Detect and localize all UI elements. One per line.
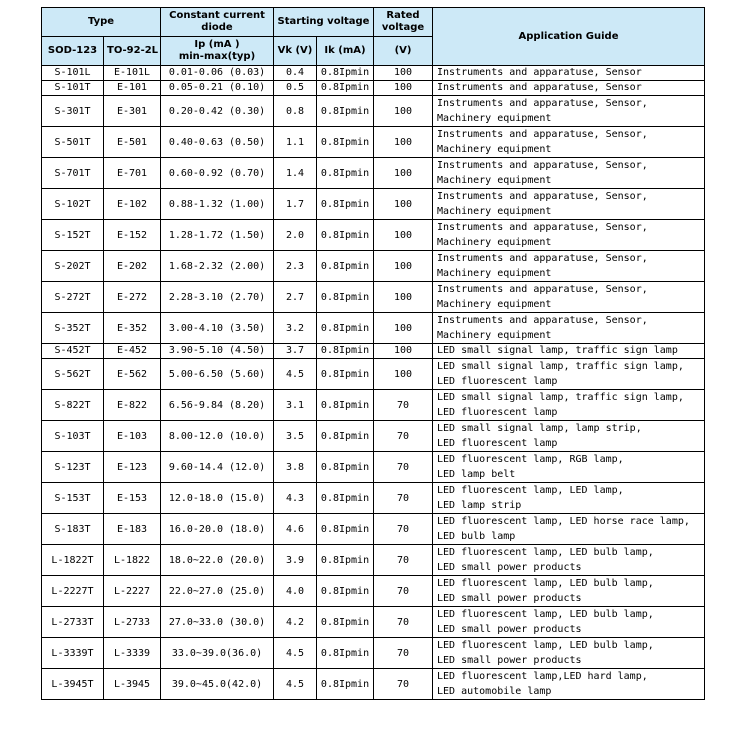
ip-cell: 6.56-9.84 (8.20) (161, 390, 274, 421)
application-guide-line: Machinery equipment (437, 175, 552, 186)
ik-cell: 0.8Ipmin (317, 313, 374, 344)
table-row (42, 127, 705, 158)
rated-voltage-cell: 70 (374, 607, 433, 638)
sod-123-cell: S-152T (42, 220, 104, 251)
application-guide-cell (433, 483, 705, 514)
application-guide-cell (433, 452, 705, 483)
ik-cell: 0.8Ipmin (317, 81, 374, 96)
sod-123-cell: S-562T (42, 359, 104, 390)
rated-voltage-cell: 100 (374, 251, 433, 282)
vk-cell: 3.5 (274, 421, 317, 452)
ip-cell: 5.00-6.50 (5.60) (161, 359, 274, 390)
ik-cell: 0.8Ipmin (317, 638, 374, 669)
to-92-2l-cell: L-1822 (104, 545, 161, 576)
sod-123-cell: S-701T (42, 158, 104, 189)
to-92-2l-cell: E-562 (104, 359, 161, 390)
application-guide-line: LED small power products (437, 624, 582, 635)
application-guide-cell (433, 638, 705, 669)
table-row (42, 220, 705, 251)
application-guide-cell (433, 251, 705, 282)
table-row (42, 313, 705, 344)
to-92-2l-cell: E-153 (104, 483, 161, 514)
application-guide-line: LED lamp strip (437, 500, 522, 511)
to-92-2l-cell: E-352 (104, 313, 161, 344)
rated-voltage-cell: 100 (374, 282, 433, 313)
to-92-2l-cell: E-301 (104, 96, 161, 127)
application-guide-cell (433, 313, 705, 344)
ik-cell: 0.8Ipmin (317, 669, 374, 700)
application-guide-line: Machinery equipment (437, 144, 552, 155)
rated-voltage-cell: 70 (374, 421, 433, 452)
rated-voltage-cell: 100 (374, 359, 433, 390)
ip-cell: 0.88-1.32 (1.00) (161, 189, 274, 220)
table-row (42, 344, 705, 359)
to-92-2l-cell: E-152 (104, 220, 161, 251)
application-guide-cell (433, 282, 705, 313)
vk-cell: 2.0 (274, 220, 317, 251)
header-ip: Ip (mA ) min-max(typ) (161, 37, 274, 66)
ik-cell: 0.8Ipmin (317, 576, 374, 607)
ip-cell: 3.00-4.10 (3.50) (161, 313, 274, 344)
sod-123-cell: S-452T (42, 344, 104, 359)
rated-voltage-cell: 100 (374, 96, 433, 127)
vk-cell: 4.2 (274, 607, 317, 638)
application-guide-line: LED fluorescent lamp (437, 407, 558, 418)
sod-123-cell: S-153T (42, 483, 104, 514)
sod-123-cell: L-1822T (42, 545, 104, 576)
header-starting-voltage: Starting voltage (274, 8, 374, 37)
vk-cell: 3.2 (274, 313, 317, 344)
header-application-guide: Application Guide (433, 8, 705, 66)
application-guide-line: LED small power products (437, 655, 582, 666)
ik-cell: 0.8Ipmin (317, 96, 374, 127)
application-guide-cell (433, 220, 705, 251)
application-guide-line: Machinery equipment (437, 330, 552, 341)
to-92-2l-cell: E-452 (104, 344, 161, 359)
ip-cell: 1.28-1.72 (1.50) (161, 220, 274, 251)
ip-cell: 8.00-12.0 (10.0) (161, 421, 274, 452)
vk-cell: 1.1 (274, 127, 317, 158)
rated-voltage-cell: 100 (374, 189, 433, 220)
ik-cell: 0.8Ipmin (317, 282, 374, 313)
rated-voltage-cell: 100 (374, 127, 433, 158)
ik-cell: 0.8Ipmin (317, 220, 374, 251)
ik-cell: 0.8Ipmin (317, 127, 374, 158)
spec-table (41, 7, 705, 700)
application-guide-line: LED fluorescent lamp (437, 438, 558, 449)
sod-123-cell: L-3945T (42, 669, 104, 700)
application-guide-cell (433, 607, 705, 638)
vk-cell: 4.5 (274, 359, 317, 390)
ik-cell: 0.8Ipmin (317, 158, 374, 189)
vk-cell: 3.9 (274, 545, 317, 576)
header-rated-voltage: Rated voltage (374, 8, 433, 37)
rated-voltage-cell: 100 (374, 66, 433, 81)
vk-cell: 2.7 (274, 282, 317, 313)
application-guide-cell (433, 390, 705, 421)
ik-cell: 0.8Ipmin (317, 66, 374, 81)
ik-cell: 0.8Ipmin (317, 452, 374, 483)
ik-cell: 0.8Ipmin (317, 421, 374, 452)
table-row (42, 66, 705, 81)
rated-voltage-cell: 70 (374, 452, 433, 483)
vk-cell: 2.3 (274, 251, 317, 282)
ik-cell: 0.8Ipmin (317, 359, 374, 390)
application-guide-line: Machinery equipment (437, 113, 552, 124)
application-guide-line: LED small signal lamp, traffic sign lamp, (437, 392, 684, 403)
ip-cell: 33.0~39.0(36.0) (161, 638, 274, 669)
vk-cell: 3.7 (274, 344, 317, 359)
ip-cell: 0.05-0.21 (0.10) (161, 81, 274, 96)
vk-cell: 3.1 (274, 390, 317, 421)
table-row (42, 669, 705, 700)
header-vk: Vk (V) (274, 37, 317, 66)
sod-123-cell: S-202T (42, 251, 104, 282)
application-guide-line: Instruments and apparatuse, Sensor, (437, 315, 648, 326)
ik-cell: 0.8Ipmin (317, 483, 374, 514)
sod-123-cell: S-103T (42, 421, 104, 452)
to-92-2l-cell: L-3945 (104, 669, 161, 700)
ip-cell: 27.0~33.0 (30.0) (161, 607, 274, 638)
header-ik: Ik (mA) (317, 37, 374, 66)
application-guide-line: LED fluorescent lamp (437, 376, 558, 387)
vk-cell: 1.4 (274, 158, 317, 189)
application-guide-line: Machinery equipment (437, 237, 552, 248)
to-92-2l-cell: E-101 (104, 81, 161, 96)
header-to-92-2l: TO-92-2L (104, 37, 161, 66)
to-92-2l-cell: L-2227 (104, 576, 161, 607)
table-row (42, 452, 705, 483)
application-guide-cell (433, 669, 705, 700)
header-sod-123: SOD-123 (42, 37, 104, 66)
sod-123-cell: S-501T (42, 127, 104, 158)
application-guide-line: LED fluorescent lamp,LED hard lamp, (437, 671, 648, 682)
to-92-2l-cell: E-101L (104, 66, 161, 81)
application-guide-cell (433, 66, 705, 81)
application-guide-line: Instruments and apparatuse, Sensor, (437, 191, 648, 202)
rated-voltage-cell: 100 (374, 220, 433, 251)
sod-123-cell: L-2733T (42, 607, 104, 638)
header-v: (V) (374, 37, 433, 66)
vk-cell: 3.8 (274, 452, 317, 483)
rated-voltage-cell: 70 (374, 576, 433, 607)
application-guide-line: LED fluorescent lamp, LED horse race lamp, (437, 516, 690, 527)
table-row (42, 81, 705, 96)
ik-cell: 0.8Ipmin (317, 344, 374, 359)
ip-cell: 2.28-3.10 (2.70) (161, 282, 274, 313)
application-guide-line: LED fluorescent lamp, LED bulb lamp, (437, 547, 654, 558)
application-guide-cell (433, 344, 705, 359)
ik-cell: 0.8Ipmin (317, 189, 374, 220)
application-guide-line: Machinery equipment (437, 299, 552, 310)
rated-voltage-cell: 100 (374, 81, 433, 96)
sod-123-cell: S-101L (42, 66, 104, 81)
application-guide-line: Machinery equipment (437, 268, 552, 279)
header-constant-current-diode: Constant current diode (161, 8, 274, 37)
rated-voltage-cell: 70 (374, 638, 433, 669)
application-guide-line: LED small power products (437, 593, 582, 604)
sod-123-cell: S-822T (42, 390, 104, 421)
application-guide-cell (433, 189, 705, 220)
sod-123-cell: S-272T (42, 282, 104, 313)
to-92-2l-cell: E-102 (104, 189, 161, 220)
sod-123-cell: S-301T (42, 96, 104, 127)
rated-voltage-cell: 100 (374, 344, 433, 359)
to-92-2l-cell: E-123 (104, 452, 161, 483)
vk-cell: 1.7 (274, 189, 317, 220)
table-row (42, 514, 705, 545)
ip-cell: 3.90-5.10 (4.50) (161, 344, 274, 359)
table-row (42, 96, 705, 127)
table-row (42, 189, 705, 220)
to-92-2l-cell: E-701 (104, 158, 161, 189)
application-guide-cell (433, 576, 705, 607)
ip-cell: 12.0-18.0 (15.0) (161, 483, 274, 514)
vk-cell: 4.5 (274, 669, 317, 700)
application-guide-cell (433, 421, 705, 452)
to-92-2l-cell: E-501 (104, 127, 161, 158)
application-guide-line: LED small signal lamp, traffic sign lamp, (437, 361, 684, 372)
application-guide-line: Instruments and apparatuse, Sensor, (437, 253, 648, 264)
table-row (42, 359, 705, 390)
ik-cell: 0.8Ipmin (317, 607, 374, 638)
ik-cell: 0.8Ipmin (317, 514, 374, 545)
ip-cell: 0.01-0.06 (0.03) (161, 66, 274, 81)
sod-123-cell: S-352T (42, 313, 104, 344)
sod-123-cell: L-2227T (42, 576, 104, 607)
rated-voltage-cell: 70 (374, 669, 433, 700)
sod-123-cell: S-123T (42, 452, 104, 483)
vk-cell: 4.6 (274, 514, 317, 545)
application-guide-cell (433, 158, 705, 189)
to-92-2l-cell: E-183 (104, 514, 161, 545)
application-guide-line: Instruments and apparatuse, Sensor (437, 82, 642, 93)
header-type: Type (42, 8, 161, 37)
ip-cell: 16.0-20.0 (18.0) (161, 514, 274, 545)
ip-cell: 9.60-14.4 (12.0) (161, 452, 274, 483)
to-92-2l-cell: L-2733 (104, 607, 161, 638)
table-row (42, 576, 705, 607)
application-guide-cell (433, 514, 705, 545)
application-guide-line: LED small signal lamp, traffic sign lamp (437, 345, 678, 356)
application-guide-line: LED small power products (437, 562, 582, 573)
application-guide-line: LED small signal lamp, lamp strip, (437, 423, 642, 434)
ip-cell: 0.40-0.63 (0.50) (161, 127, 274, 158)
ip-cell: 22.0~27.0 (25.0) (161, 576, 274, 607)
sod-123-cell: S-101T (42, 81, 104, 96)
rated-voltage-cell: 70 (374, 390, 433, 421)
table-row (42, 483, 705, 514)
table-row (42, 158, 705, 189)
application-guide-line: Instruments and apparatuse, Sensor, (437, 129, 648, 140)
application-guide-line: LED fluorescent lamp, LED lamp, (437, 485, 624, 496)
to-92-2l-cell: L-3339 (104, 638, 161, 669)
application-guide-line: LED fluorescent lamp, LED bulb lamp, (437, 578, 654, 589)
application-guide-line: Instruments and apparatuse, Sensor (437, 67, 642, 78)
vk-cell: 4.5 (274, 638, 317, 669)
application-guide-cell (433, 127, 705, 158)
rated-voltage-cell: 70 (374, 483, 433, 514)
vk-cell: 0.5 (274, 81, 317, 96)
rated-voltage-cell: 100 (374, 158, 433, 189)
to-92-2l-cell: E-103 (104, 421, 161, 452)
rated-voltage-cell: 70 (374, 545, 433, 576)
ik-cell: 0.8Ipmin (317, 251, 374, 282)
application-guide-line: Machinery equipment (437, 206, 552, 217)
table-row (42, 390, 705, 421)
sod-123-cell: L-3339T (42, 638, 104, 669)
table-row (42, 251, 705, 282)
ip-cell: 1.68-2.32 (2.00) (161, 251, 274, 282)
application-guide-cell (433, 96, 705, 127)
to-92-2l-cell: E-272 (104, 282, 161, 313)
vk-cell: 0.4 (274, 66, 317, 81)
vk-cell: 4.3 (274, 483, 317, 514)
application-guide-line: LED fluorescent lamp, RGB lamp, (437, 454, 624, 465)
table-row (42, 545, 705, 576)
application-guide-cell (433, 359, 705, 390)
application-guide-line: LED fluorescent lamp, LED bulb lamp, (437, 640, 654, 651)
ip-cell: 0.20-0.42 (0.30) (161, 96, 274, 127)
application-guide-line: Instruments and apparatuse, Sensor, (437, 284, 648, 295)
table-row (42, 638, 705, 669)
application-guide-line: LED fluorescent lamp, LED bulb lamp, (437, 609, 654, 620)
application-guide-line: LED bulb lamp (437, 531, 516, 542)
application-guide-line: LED lamp belt (437, 469, 516, 480)
rated-voltage-cell: 100 (374, 313, 433, 344)
application-guide-line: Instruments and apparatuse, Sensor, (437, 160, 648, 171)
ik-cell: 0.8Ipmin (317, 545, 374, 576)
application-guide-line: Instruments and apparatuse, Sensor, (437, 98, 648, 109)
application-guide-line: Instruments and apparatuse, Sensor, (437, 222, 648, 233)
table-row (42, 421, 705, 452)
to-92-2l-cell: E-202 (104, 251, 161, 282)
application-guide-cell (433, 545, 705, 576)
table-row (42, 607, 705, 638)
ik-cell: 0.8Ipmin (317, 390, 374, 421)
ip-cell: 0.60-0.92 (0.70) (161, 158, 274, 189)
vk-cell: 0.8 (274, 96, 317, 127)
ip-cell: 39.0~45.0(42.0) (161, 669, 274, 700)
table-row (42, 282, 705, 313)
to-92-2l-cell: E-822 (104, 390, 161, 421)
vk-cell: 4.0 (274, 576, 317, 607)
sod-123-cell: S-102T (42, 189, 104, 220)
ip-cell: 18.0~22.0 (20.0) (161, 545, 274, 576)
application-guide-line: LED automobile lamp (437, 686, 552, 697)
sod-123-cell: S-183T (42, 514, 104, 545)
application-guide-cell (433, 81, 705, 96)
rated-voltage-cell: 70 (374, 514, 433, 545)
